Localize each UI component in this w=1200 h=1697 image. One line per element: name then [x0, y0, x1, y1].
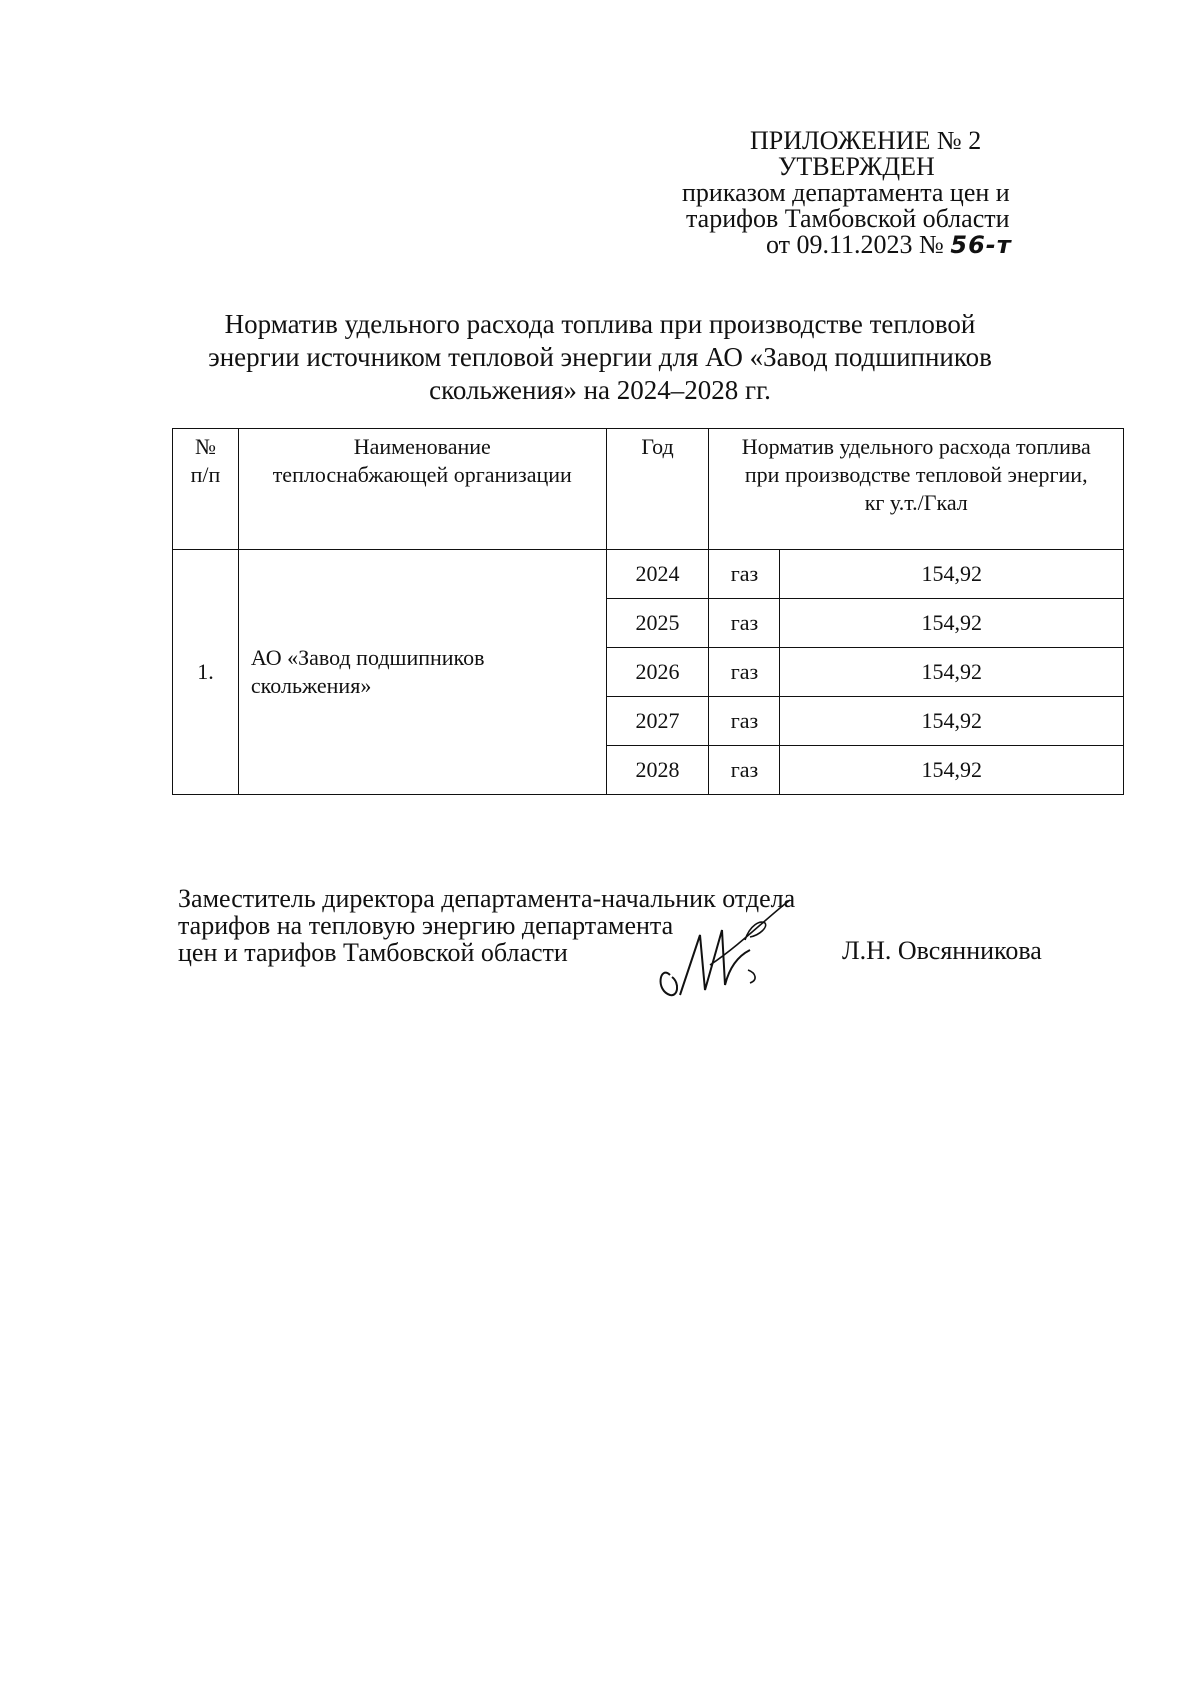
header-year — [606, 429, 709, 550]
fuel-cell: газ — [709, 697, 780, 746]
fuel-cell: газ — [709, 550, 780, 599]
organization-name-line-2: скольжения» — [250, 673, 372, 698]
header-norm — [709, 429, 1124, 550]
fuel-cell: газ — [709, 648, 780, 697]
order-date: от 09.11.2023 № — [766, 230, 944, 259]
signatory-line-2: тарифов на тепловую энергию департамента — [178, 911, 674, 940]
value-cell: 154,92 — [780, 550, 1124, 599]
table-header-row — [173, 429, 1124, 550]
organization-name — [238, 550, 606, 795]
header-number — [173, 429, 239, 550]
header-organization — [238, 429, 606, 550]
value-cell: 154,92 — [780, 599, 1124, 648]
approved-label: УТВЕРЖДЕН — [778, 152, 935, 181]
approval-stamp — [680, 128, 1080, 258]
appendix-label: ПРИЛОЖЕНИЕ № 2 — [750, 126, 982, 155]
title-line-1: Норматив удельного расхода топлива при производстве тепловой — [224, 309, 976, 339]
year-cell: 2028 — [606, 746, 709, 795]
year-cell: 2026 — [606, 648, 709, 697]
value-cell: 154,92 — [780, 746, 1124, 795]
handwritten-signature — [650, 895, 800, 1005]
document-title — [170, 308, 1030, 407]
signatory-name: Л.Н. Овсянникова — [842, 936, 1042, 965]
header-norm-line-1: Норматив удельного расхода топлива — [741, 434, 1091, 459]
header-number-line-2: п/п — [190, 462, 221, 487]
header-year-label: Год — [641, 434, 674, 459]
norm-table — [172, 428, 1124, 795]
year-cell: 2027 — [606, 697, 709, 746]
order-date-line — [766, 232, 1080, 258]
year-cell: 2025 — [606, 599, 709, 648]
header-org-line-1: Наименование — [353, 434, 491, 459]
order-line-1: приказом департамента цен и — [682, 178, 1010, 207]
header-norm-line-3: кг у.т./Гкал — [864, 490, 968, 515]
organization-name-line-1: АО «Завод подшипников — [250, 645, 485, 670]
value-cell: 154,92 — [780, 648, 1124, 697]
fuel-cell: газ — [709, 599, 780, 648]
order-number: 56-т — [950, 231, 1012, 259]
fuel-cell: газ — [709, 746, 780, 795]
header-org-line-2: теплоснабжающей организации — [272, 462, 572, 487]
table-row — [173, 550, 1124, 599]
header-number-line-1: № — [194, 434, 216, 459]
title-line-2: энергии источником тепловой энергии для АО «Завод подшипников — [208, 342, 992, 372]
row-number: 1. — [173, 550, 239, 795]
signatory-line-3: цен и тарифов Тамбовской области — [178, 938, 568, 967]
order-line-2: тарифов Тамбовской области — [686, 204, 1010, 233]
title-line-3: скольжения» на 2024–2028 гг. — [429, 375, 771, 405]
year-cell: 2024 — [606, 550, 709, 599]
signatory-line-1: Заместитель директора департамента-начальник отдела — [178, 884, 796, 913]
header-norm-line-2: при производстве тепловой энергии, — [744, 462, 1088, 487]
value-cell: 154,92 — [780, 697, 1124, 746]
